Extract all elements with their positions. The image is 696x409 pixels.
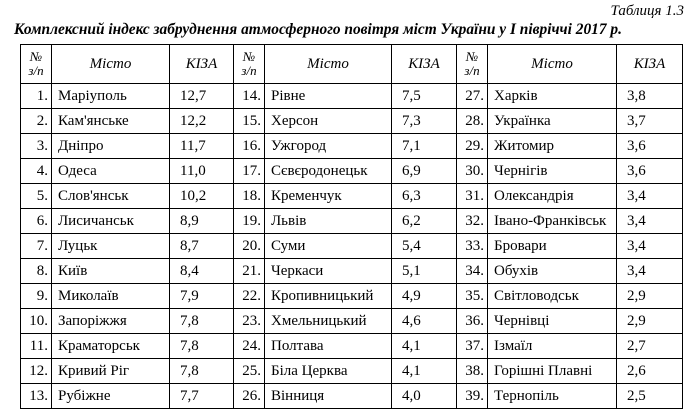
table-row [21, 359, 683, 384]
row-number-cell: 25. [234, 359, 265, 384]
city-name-cell: Суми [265, 234, 392, 259]
row-number-cell: 14. [234, 84, 265, 109]
row-number-cell: 35. [457, 284, 488, 309]
city-name-cell: Чернігів [488, 159, 617, 184]
row-number-cell: 13. [21, 384, 52, 409]
row-number-cell: 18. [234, 184, 265, 209]
row-number-cell: 12. [21, 359, 52, 384]
table-row [21, 184, 683, 209]
row-number-cell: 33. [457, 234, 488, 259]
row-number-cell: 4. [21, 159, 52, 184]
ordinal-abbrev: з/п [464, 63, 480, 78]
column-header-kiza: КІЗА [170, 45, 234, 84]
kiza-value-cell: 6,3 [392, 184, 457, 209]
city-name-cell: Рубіжне [52, 384, 170, 409]
city-name-cell: Черкаси [265, 259, 392, 284]
city-name-cell: Харків [488, 84, 617, 109]
row-number-cell: 11. [21, 334, 52, 359]
kiza-value-cell: 3,8 [617, 84, 683, 109]
city-name-cell: Сєвєродонецьк [265, 159, 392, 184]
column-header-city: Місто [265, 45, 392, 84]
city-name-cell: Рівне [265, 84, 392, 109]
kiza-value-cell: 8,7 [170, 234, 234, 259]
kiza-value-cell: 7,9 [170, 284, 234, 309]
kiza-value-cell: 4,0 [392, 384, 457, 409]
city-name-cell: Київ [52, 259, 170, 284]
row-number-cell: 24. [234, 334, 265, 359]
kiza-value-cell: 2,9 [617, 309, 683, 334]
kiza-value-cell: 3,4 [617, 234, 683, 259]
city-name-cell: Слов'янськ [52, 184, 170, 209]
kiza-value-cell: 11,0 [170, 159, 234, 184]
ordinal-abbrev: з/п [241, 63, 257, 78]
city-name-cell: Херсон [265, 109, 392, 134]
kiza-value-cell: 4,1 [392, 359, 457, 384]
kiza-value-cell: 7,8 [170, 359, 234, 384]
number-sign: № [242, 49, 256, 64]
table-row [21, 234, 683, 259]
kiza-value-cell: 4,6 [392, 309, 457, 334]
city-name-cell: Ізмаїл [488, 334, 617, 359]
row-number-cell: 15. [234, 109, 265, 134]
column-header-number [457, 45, 488, 84]
column-header-city: Місто [52, 45, 170, 84]
city-name-cell: Львів [265, 209, 392, 234]
row-number-cell: 38. [457, 359, 488, 384]
ordinal-abbrev: з/п [28, 63, 44, 78]
city-name-cell: Одеса [52, 159, 170, 184]
city-name-cell: Хмельницький [265, 309, 392, 334]
city-name-cell: Біла Церква [265, 359, 392, 384]
city-name-cell: Обухів [488, 259, 617, 284]
row-number-cell: 37. [457, 334, 488, 359]
row-number-cell: 6. [21, 209, 52, 234]
row-number-cell: 36. [457, 309, 488, 334]
table-row [21, 309, 683, 334]
city-name-cell: Кременчук [265, 184, 392, 209]
row-number-cell: 22. [234, 284, 265, 309]
city-name-cell: Чернівці [488, 309, 617, 334]
table-header-row [21, 45, 683, 84]
pollution-index-table [20, 44, 683, 409]
row-number-cell: 7. [21, 234, 52, 259]
kiza-value-cell: 11,7 [170, 134, 234, 159]
row-number-cell: 20. [234, 234, 265, 259]
table-row [21, 384, 683, 409]
kiza-value-cell: 3,6 [617, 134, 683, 159]
table-row [21, 209, 683, 234]
row-number-cell: 31. [457, 184, 488, 209]
kiza-value-cell: 4,9 [392, 284, 457, 309]
row-number-cell: 39. [457, 384, 488, 409]
row-number-cell: 1. [21, 84, 52, 109]
city-name-cell: Івано-Франківськ [488, 209, 617, 234]
kiza-value-cell: 10,2 [170, 184, 234, 209]
kiza-value-cell: 6,9 [392, 159, 457, 184]
city-name-cell: Луцьк [52, 234, 170, 259]
city-name-cell: Житомир [488, 134, 617, 159]
column-header-number [234, 45, 265, 84]
city-name-cell: Миколаїв [52, 284, 170, 309]
kiza-value-cell: 5,1 [392, 259, 457, 284]
row-number-cell: 8. [21, 259, 52, 284]
row-number-cell: 16. [234, 134, 265, 159]
column-header-kiza: КІЗА [392, 45, 457, 84]
table-row [21, 334, 683, 359]
table-title: Комплексний індекс забруднення атмосферного повітря міст України у І півріччі 2017 р. [14, 21, 622, 38]
row-number-cell: 30. [457, 159, 488, 184]
city-name-cell: Бровари [488, 234, 617, 259]
kiza-value-cell: 7,5 [392, 84, 457, 109]
kiza-value-cell: 12,7 [170, 84, 234, 109]
city-name-cell: Українка [488, 109, 617, 134]
kiza-value-cell: 5,4 [392, 234, 457, 259]
table-row [21, 84, 683, 109]
row-number-cell: 26. [234, 384, 265, 409]
kiza-value-cell: 7,1 [392, 134, 457, 159]
column-header-city: Місто [488, 45, 617, 84]
column-header-kiza: КІЗА [617, 45, 683, 84]
kiza-value-cell: 3,7 [617, 109, 683, 134]
row-number-cell: 34. [457, 259, 488, 284]
row-number-cell: 32. [457, 209, 488, 234]
city-name-cell: Вінниця [265, 384, 392, 409]
city-name-cell: Краматорськ [52, 334, 170, 359]
city-name-cell: Олександрія [488, 184, 617, 209]
kiza-value-cell: 7,8 [170, 334, 234, 359]
row-number-cell: 27. [457, 84, 488, 109]
city-name-cell: Горішні Плавні [488, 359, 617, 384]
row-number-cell: 2. [21, 109, 52, 134]
kiza-value-cell: 3,4 [617, 184, 683, 209]
row-number-cell: 19. [234, 209, 265, 234]
city-name-cell: Запоріжжя [52, 309, 170, 334]
city-name-cell: Ужгород [265, 134, 392, 159]
row-number-cell: 9. [21, 284, 52, 309]
city-name-cell: Кропивницький [265, 284, 392, 309]
row-number-cell: 10. [21, 309, 52, 334]
table-body [21, 84, 683, 409]
city-name-cell: Лисичанськ [52, 209, 170, 234]
kiza-value-cell: 7,3 [392, 109, 457, 134]
table-row [21, 134, 683, 159]
row-number-cell: 21. [234, 259, 265, 284]
kiza-value-cell: 12,2 [170, 109, 234, 134]
city-name-cell: Кривий Ріг [52, 359, 170, 384]
city-name-cell: Дніпро [52, 134, 170, 159]
city-name-cell: Світловодськ [488, 284, 617, 309]
table-row [21, 259, 683, 284]
table-row [21, 109, 683, 134]
table-row [21, 284, 683, 309]
kiza-value-cell: 7,8 [170, 309, 234, 334]
kiza-value-cell: 4,1 [392, 334, 457, 359]
city-name-cell: Тернопіль [488, 384, 617, 409]
city-name-cell: Маріуполь [52, 84, 170, 109]
city-name-cell: Кам'янське [52, 109, 170, 134]
row-number-cell: 28. [457, 109, 488, 134]
row-number-cell: 23. [234, 309, 265, 334]
kiza-value-cell: 6,2 [392, 209, 457, 234]
kiza-value-cell: 2,9 [617, 284, 683, 309]
kiza-value-cell: 7,7 [170, 384, 234, 409]
number-sign: № [465, 49, 479, 64]
kiza-value-cell: 3,6 [617, 159, 683, 184]
kiza-value-cell: 2,6 [617, 359, 683, 384]
kiza-value-cell: 8,4 [170, 259, 234, 284]
row-number-cell: 17. [234, 159, 265, 184]
number-sign: № [29, 49, 43, 64]
kiza-value-cell: 8,9 [170, 209, 234, 234]
row-number-cell: 5. [21, 184, 52, 209]
row-number-cell: 3. [21, 134, 52, 159]
row-number-cell: 29. [457, 134, 488, 159]
table-label: Таблиця 1.3 [610, 3, 684, 19]
kiza-value-cell: 2,5 [617, 384, 683, 409]
column-header-number [21, 45, 52, 84]
kiza-value-cell: 2,7 [617, 334, 683, 359]
kiza-value-cell: 3,4 [617, 209, 683, 234]
table-row [21, 159, 683, 184]
city-name-cell: Полтава [265, 334, 392, 359]
kiza-value-cell: 3,4 [617, 259, 683, 284]
